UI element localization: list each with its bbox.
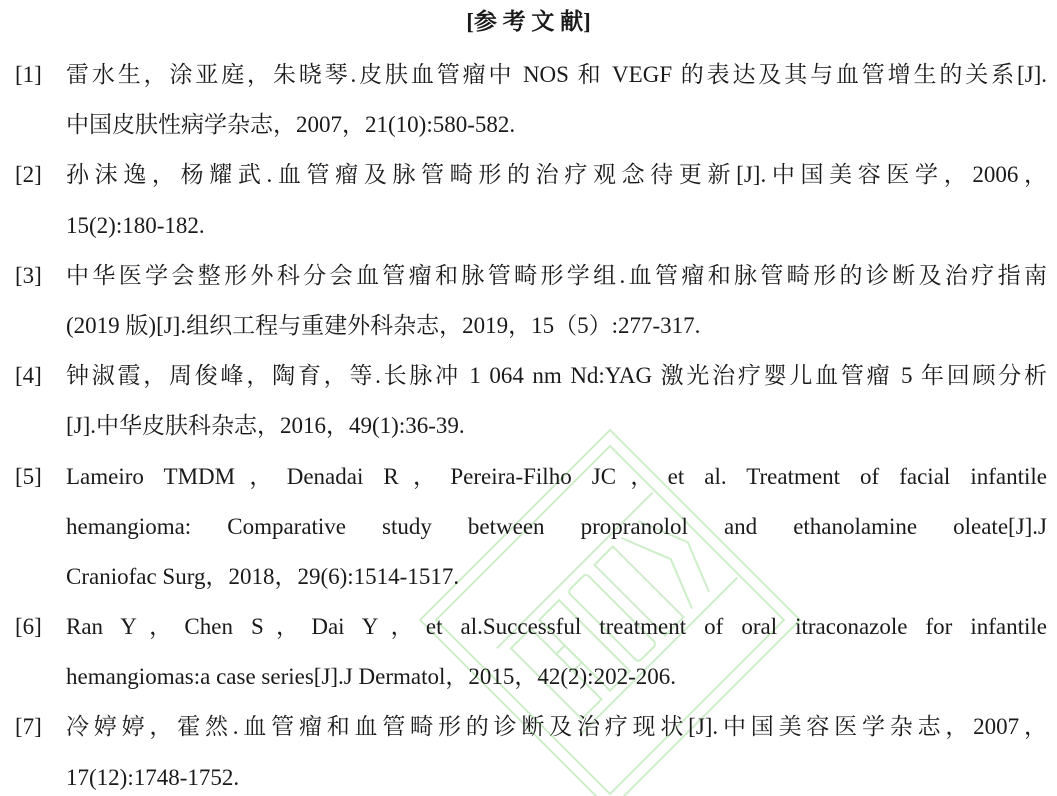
reference-line: 中华医学会整形外科分会血管瘤和脉管畸形学组.血管瘤和脉管畸形的诊断及治疗指南 [66,262,1047,288]
section-title: [参 考 文 献] [466,9,591,34]
reference-number: [5] [15,463,42,489]
reference-line: Lameiro TMDM，Denadai R，Pereira-Filho JC，et al. Treatment of facial infantile [66,463,1047,489]
reference-item [0,359,1057,443]
reference-line: 钟淑霞，周俊峰，陶育，等.长脉冲 1 064 nm Nd:YAG 激光治疗婴儿血管瘤 5 年回顾分析 [66,363,1047,389]
reference-item [0,58,1057,142]
reference-number: [3] [15,262,42,288]
reference-number: [6] [15,614,42,640]
reference-line: hemangioma: Comparative study between propranolol and ethanolamine oleate[J].J [66,513,1047,539]
reference-number: [4] [15,363,42,389]
reference-item [0,158,1057,242]
reference-number: [1] [15,62,42,87]
reference-number: [7] [15,714,42,740]
reference-line: 孙沫逸，杨耀武.血管瘤及脉管畸形的治疗观念待更新[J].中国美容医学，2006， [66,162,1047,188]
reference-line: 中国皮肤性病学杂志，2007，21(10):580-582. [66,112,516,138]
reference-item [0,460,1057,594]
reference-item [0,710,1057,794]
reference-item [0,259,1057,343]
reference-item [0,610,1057,694]
reference-line: 17(12):1748-1752. [66,764,240,790]
reference-line: Craniofac Surg，2018，29(6):1514-1517. [66,563,460,589]
reference-number: [2] [15,162,42,188]
reference-line: hemangiomas:a case series[J].J Dermatol，2015，42(2):202-206. [66,664,676,690]
reference-line: (2019 版)[J].组织工程与重建外科杂志，2019，15（5）:277-317. [66,312,701,338]
reference-list [0,58,1057,795]
reference-line: 雷水生，涂亚庭，朱晓琴.皮肤血管瘤中 NOS 和 VEGF 的表达及其与血管增生的关系[J]. [66,62,1047,87]
reference-line: 冷婷婷，霍然.血管瘤和血管畸形的诊断及治疗现状[J].中国美容医学杂志，2007， [66,714,1047,740]
reference-line: Ran Y，Chen S，Dai Y，et al.Successful treatment of oral itraconazole for infantile [66,614,1047,640]
reference-line: [J].中华皮肤科杂志，2016，49(1):36-39. [66,413,465,439]
reference-line: 15(2):180-182. [66,212,205,238]
